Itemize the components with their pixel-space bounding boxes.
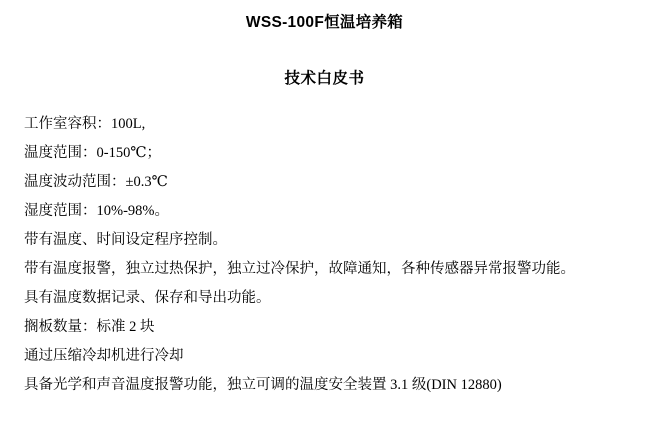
paragraph: 具备光学和声音温度报警功能，独立可调的温度安全装置 3.1 级(DIN 12880)	[24, 377, 502, 393]
paragraph: 温度波动范围：±0.3℃	[24, 174, 168, 190]
paragraph: 通过压缩冷却机进行冷却	[24, 348, 184, 364]
document-title: WSS-100F恒温培养箱	[245, 14, 404, 31]
paragraph: 带有温度、时间设定程序控制。	[24, 232, 227, 248]
paragraph: 温度范围：0-150℃；	[24, 145, 162, 161]
paragraph: 湿度范围：10%-98%。	[24, 203, 169, 219]
paragraph: 工作室容积：100L,	[24, 116, 146, 132]
paragraph: 搁板数量：标准 2 块	[24, 319, 155, 335]
paragraph: 带有温度报警，独立过热保护，独立过冷保护，故障通知，各种传感器异常报警功能。	[24, 261, 575, 277]
document-body	[0, 110, 649, 400]
document-subtitle: 技术白皮书	[284, 70, 365, 87]
paragraph: 具有温度数据记录、保存和导出功能。	[24, 290, 271, 306]
document-page	[0, 10, 649, 429]
